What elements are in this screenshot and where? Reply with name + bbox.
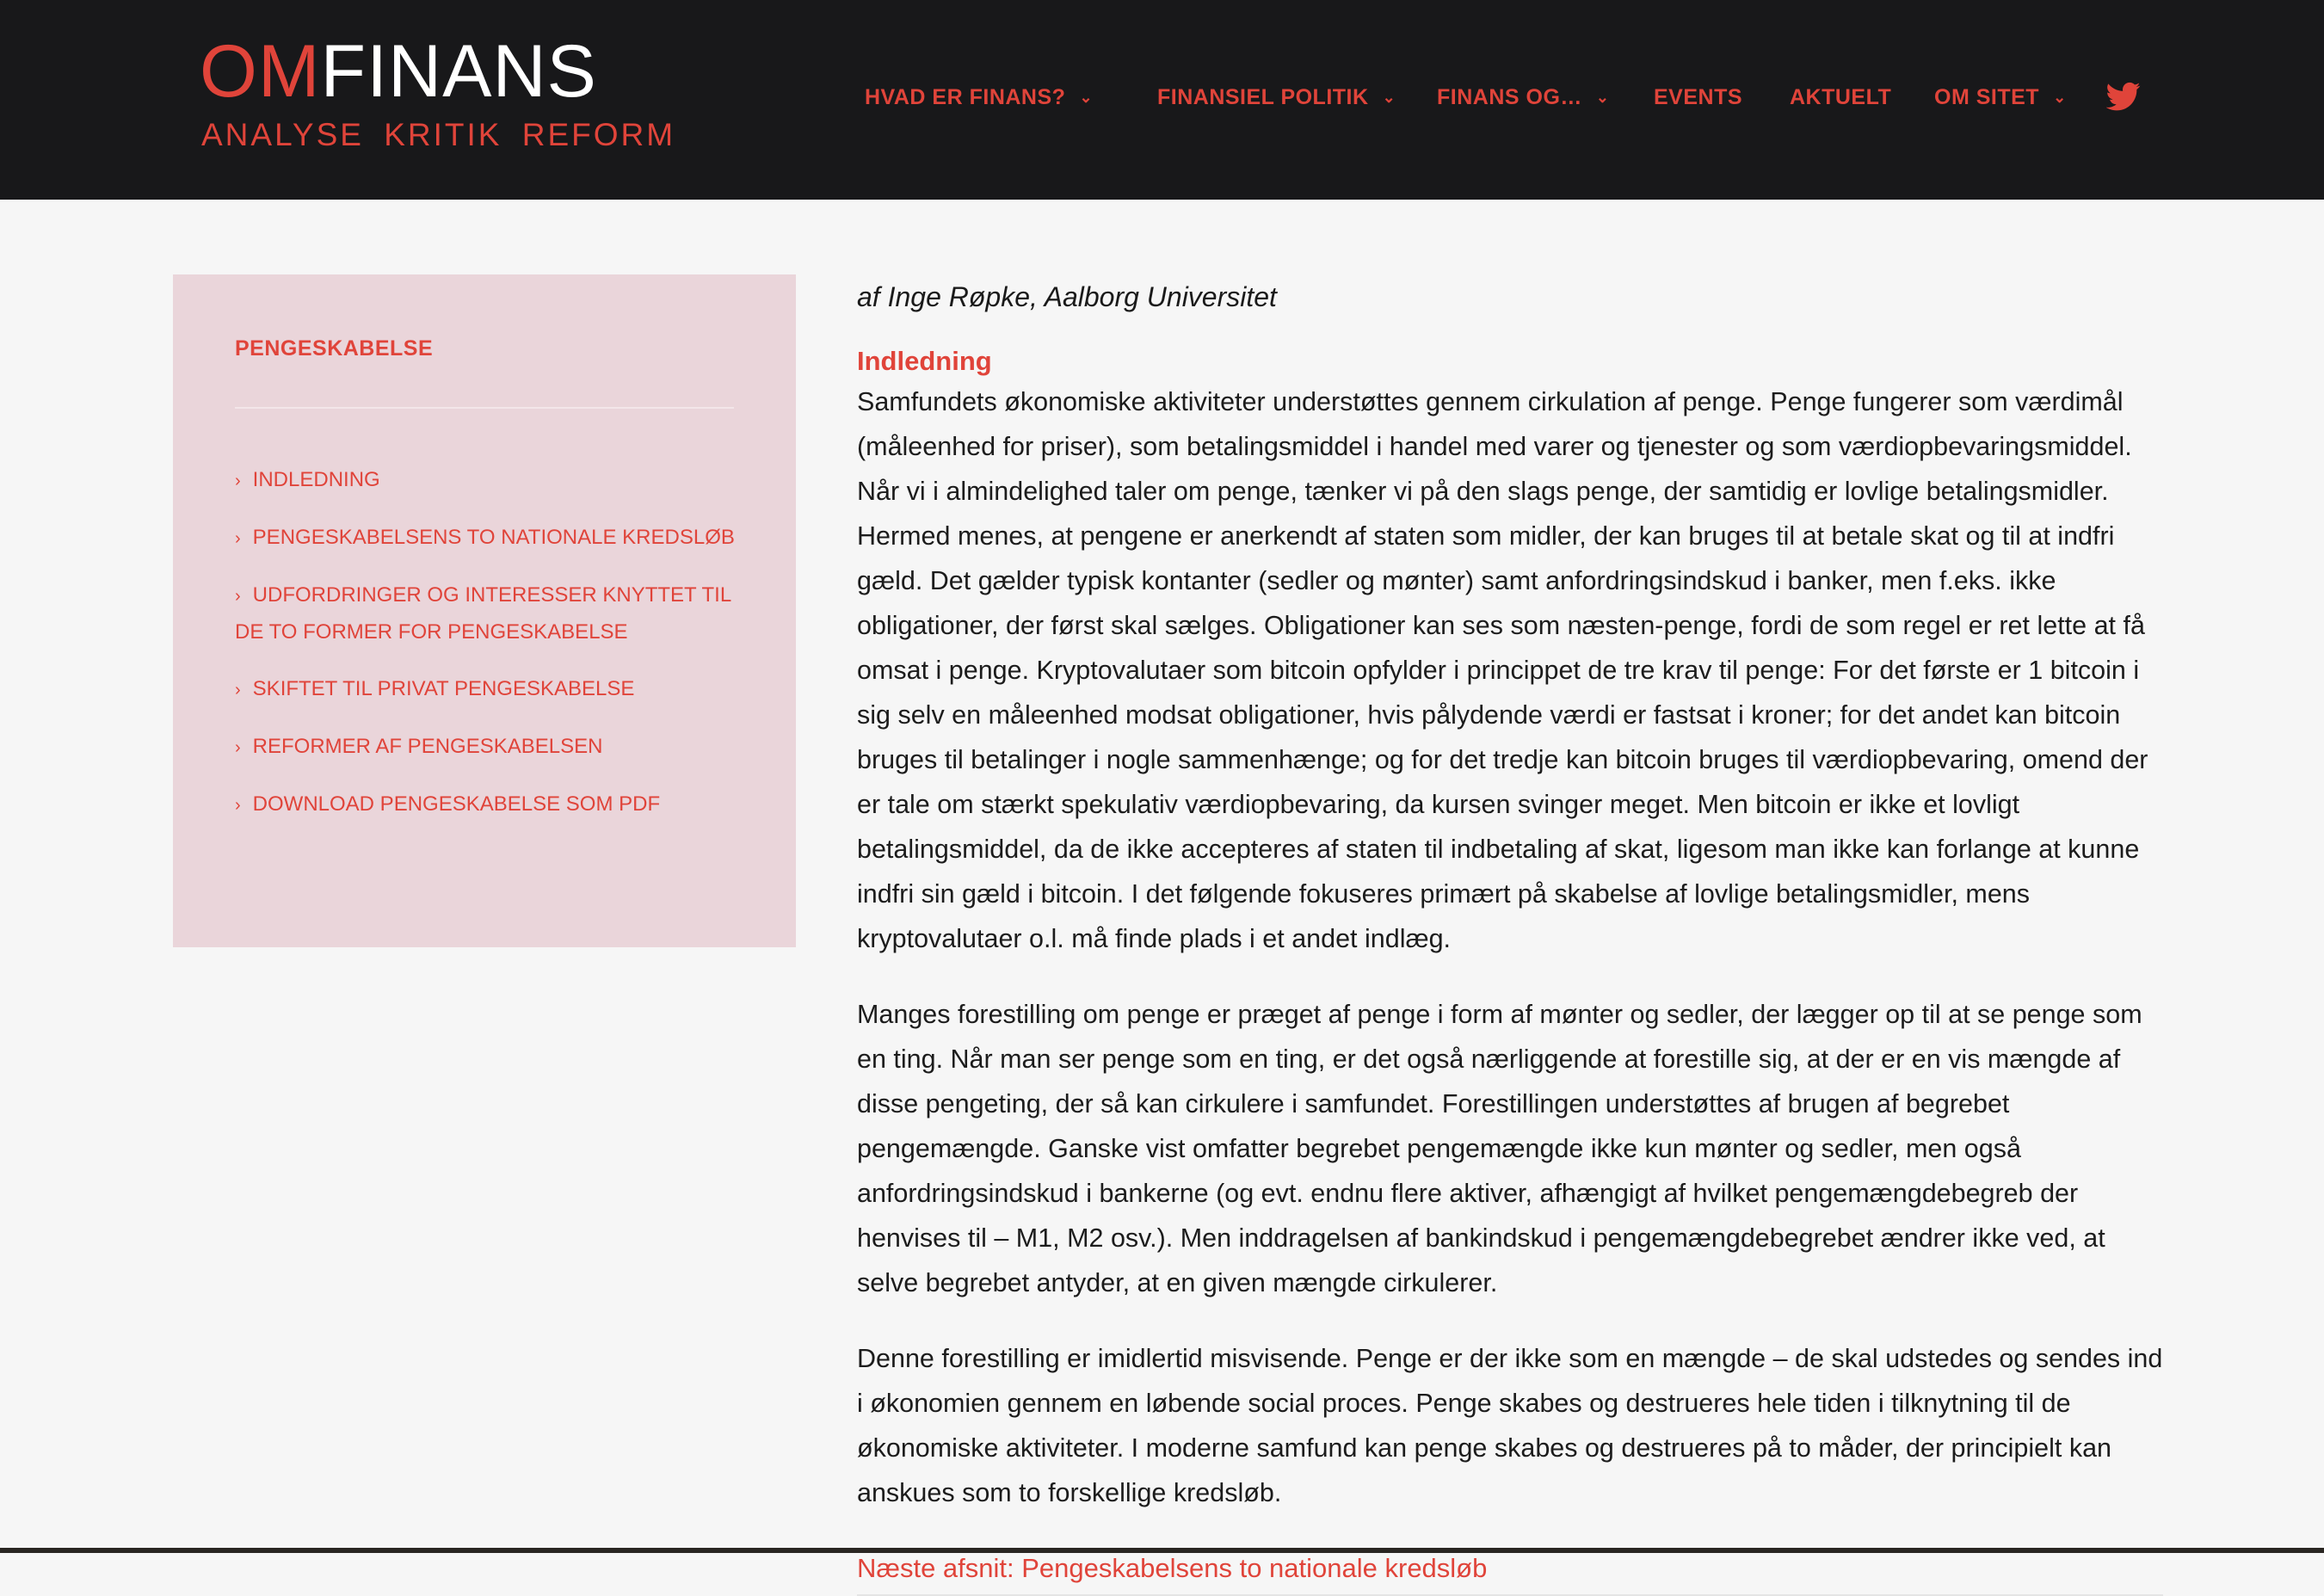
toc-item-download-pdf[interactable] [235, 786, 743, 823]
toc-item-label: DOWNLOAD PENGESKABELSE SOM PDF [252, 792, 661, 816]
article-byline: af Inge Røpke, Aalborg Universitet [857, 281, 1277, 312]
toc-item-label: INDLEDNING [252, 468, 380, 491]
nav-item-om-sitet[interactable] [1934, 76, 2067, 119]
nav-item-label: EVENTS [1654, 84, 1743, 109]
chevron-right-icon: › [235, 681, 241, 699]
nav-item-label: FINANSIEL POLITIK [1157, 84, 1369, 109]
nav-item-label: FINANS OG… [1437, 84, 1582, 109]
article-paragraph: Samfundets økonomiske aktiviteter understøttes gennem cirkulation af penge. Penge fungerer som værdimål (måleenhed for priser), som betalingsmiddel i handel med varer og tjenester og som værdiopbevaringsmiddel. Når vi i almindelighed taler om penge, tænker vi på den slags penge, der samtidig er lovlige betalingsmidler. Hermed menes, at pengene er anerkendt af staten som midler, der kan bruges til at betale skat og til at indfri gæld. Det gælder typisk kontanter (sedler og mønter) samt anfordringsindskud i banker, men f.eks. ikke obligationer, der først skal sælges. Obligationer kan ses som næsten-penge, fordi de som regel er ret lette at få omsat i penge. Kryptovalutaer som bitcoin opfylder i princippet de tre krav til penge: For det første er 1 bitcoin i sig selv en måleenhed modsat obligationer, hvis pålydende værdi er fastsat i kroner; for det andet kan bitcoin bruges til betalinger i nogle sammenhænge; og for det tredje kan bitcoin bruges til værdiopbevaring, omend der er tale om stærkt spekulativ værdiopbevaring, da kursen svinger meget. Men bitcoin er ikke et lovligt betalingsmiddel, da de ikke accepteres af staten til indbetaling af skat, ligesom man ikke kan forlange at kunne indfri sin gæld i bitcoin. I det følgende fokuseres primært på skabelse af lovlige betalingsmidler, mens kryptovalutaer o.l. må finde plads i et andet indlæg. [857, 387, 2148, 953]
toc-item-udfordringer[interactable] [235, 577, 743, 650]
site-header [0, 0, 2324, 200]
nav-item-finansiel-politik[interactable] [1157, 76, 1396, 119]
chevron-right-icon: › [235, 529, 241, 548]
toc-item-nationale-kredsloeb[interactable] [235, 520, 743, 557]
nav-item-finans-og[interactable] [1437, 76, 1610, 119]
nav-item-hvad-er-finans[interactable] [865, 76, 1093, 119]
chevron-right-icon: › [235, 796, 241, 815]
chevron-right-icon: › [235, 738, 241, 757]
nav-item-label: AKTUELT [1790, 84, 1892, 109]
logo-wordmark [200, 30, 597, 113]
toc-item-skiftet[interactable] [235, 671, 743, 708]
section-heading: Indledning [857, 346, 992, 376]
chevron-down-icon: ⌄ [2053, 88, 2067, 106]
next-section-link[interactable]: Næste afsnit: Pengeskabelsens to nationale kredsløb [857, 1553, 1488, 1583]
toc-item-reformer[interactable] [235, 729, 743, 766]
page-bottom-edge [0, 1548, 2324, 1553]
toc-item-label: UDFORDRINGER OG INTERESSER KNYTTET TIL DE TO FORMER FOR PENGESKABELSE [235, 583, 731, 644]
toc-item-label: PENGESKABELSENS TO NATIONALE KREDSLØB [252, 526, 735, 549]
chevron-down-icon: ⌄ [1079, 88, 1094, 106]
chevron-right-icon: › [235, 471, 241, 490]
nav-item-label: HVAD ER FINANS? [865, 84, 1066, 109]
chevron-down-icon: ⌄ [1595, 88, 1610, 106]
logo-tagline: ANALYSE KRITIK REFORM [201, 117, 676, 152]
toc-item-label: SKIFTET TIL PRIVAT PENGESKABELSE [252, 677, 635, 700]
toc-sidebar [173, 274, 796, 947]
nav-item-aktuelt[interactable] [1790, 76, 1891, 119]
chevron-down-icon: ⌄ [1382, 88, 1396, 106]
toc-item-label: REFORMER AF PENGESKABELSEN [252, 735, 603, 758]
twitter-icon[interactable] [2106, 79, 2141, 114]
toc-item-indledning[interactable] [235, 462, 743, 499]
nav-item-label: OM SITET [1934, 84, 2040, 109]
site-logo[interactable] [200, 30, 676, 155]
toc-list [235, 462, 743, 844]
article-paragraph: Denne forestilling er imidlertid misvisende. Penge er der ikke som en mængde – de skal udstedes og sendes ind i økonomien gennem en løbende social proces. Penge skabes og destrueres hele tiden i tilknytning til de økonomiske aktiviteter. I moderne samfund kan penge skabes og destrueres på to måder, der principielt kan anskues som to forskellige kredsløb. [857, 1344, 2163, 1507]
sidebar-title: PENGESKABELSE [235, 336, 434, 360]
logo-main-text: FINANS [320, 30, 597, 113]
chevron-right-icon: › [235, 587, 241, 606]
sidebar-divider [235, 407, 734, 409]
logo-accent-text: OM [200, 30, 321, 113]
article-paragraph: Manges forestilling om penge er præget af penge i form af mønter og sedler, der lægger op til at se penge som en ting. Når man ser penge som en ting, er det også nærliggende at forestille sig, at der er en vis mængde af disse pengeting, der så kan cirkulere i samfundet. Forestillingen understøttes af brugen af begrebet pengemængde. Ganske vist omfatter begrebet pengemængde ikke kun mønter og sedler, men også anfordringsindskud i bankerne (og evt. endnu flere aktiver, afhængigt af hvilket pengemængdebegreb der henvises til – M1, M2 osv.). Men inddragelsen af bankindskud i pengemængdebegrebet ændrer ikke ved, at selve begrebet antyder, at en given mængde cirkulerer. [857, 1000, 2142, 1297]
article-content [857, 274, 2165, 1596]
nav-item-events[interactable] [1654, 76, 1742, 119]
